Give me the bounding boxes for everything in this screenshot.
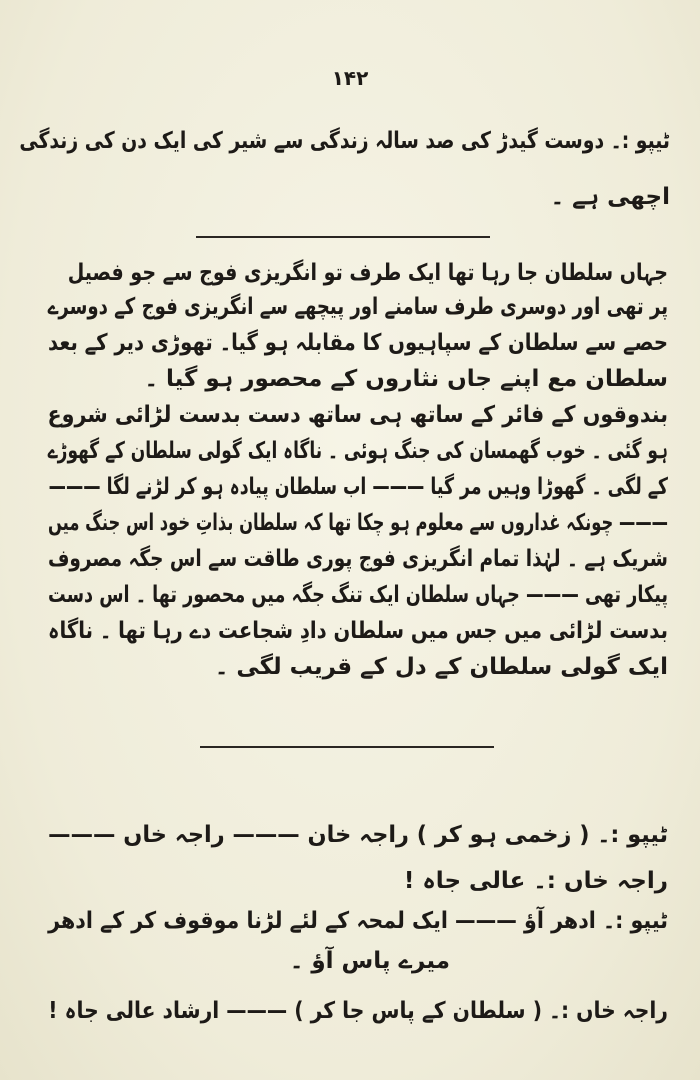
- narration-line: ——— چونکہ غداروں سے معلوم ہو چکا تھا کہ سلطان بذاتِ خود اس جنگ میں: [47, 510, 668, 536]
- narration-line: پیکار تھی ——— جہاں سلطان ایک تنگ جگہ میں محصور تھا ۔ اس دست: [48, 582, 668, 608]
- intro-line: ٹیپو :۔ دوست گیدڑ کی صد سالہ زندگی سے شیر کی ایک دن کی زندگی: [19, 128, 671, 154]
- narration-line: حصے سے سلطان کے سپاہیوں کا مقابلہ ہو گیا۔ تھوڑی دیر کے بعد: [48, 330, 669, 356]
- dialogue-line: میرے پاس آؤ ۔: [289, 948, 450, 974]
- narration-line: ہو گئی ۔ خوب گھمسان کی جنگ ہوئی ۔ ناگاہ ایک گولی سلطان کے گھوڑے: [47, 438, 668, 464]
- narration-line: بندوقوں کے فائر کے ساتھ ہی ساتھ دست بدست لڑائی شروع: [47, 402, 668, 428]
- narration-line: کے لگی ۔ گھوڑا وہیں مر گیا ——— اب سلطان پیادہ ہو کر لڑنے لگا ———: [48, 474, 669, 500]
- dialogue-line: ٹیپو :۔ ادھر آؤ ——— ایک لمحہ کے لئے لڑنا موقوف کر کے ادھر: [48, 908, 668, 934]
- section-divider: [200, 746, 494, 748]
- narration-line: جہاں سلطان جا رہا تھا ایک طرف تو انگریزی فوج سے جو فصیل: [67, 260, 669, 286]
- dialogue-line: راجہ خاں :۔ ( سلطان کے پاس جا کر ) ——— ارشاد عالی جاہ !: [48, 998, 668, 1024]
- dialogue-line: راجہ خاں :۔ عالی جاہ !: [403, 868, 668, 894]
- section-divider: [196, 236, 490, 238]
- narration-line: ایک گولی سلطان کے دل کے قریب لگی ۔: [214, 654, 668, 680]
- dialogue-line: ٹیپو :۔ ( زخمی ہو کر ) راجہ خان ——— راجہ خاں ———: [48, 822, 669, 848]
- narration-line: سلطان مع اپنے جاں نثاروں کے محصور ہو گیا ۔: [144, 366, 668, 392]
- narration-line: پر تھی اور دوسری طرف سامنے اور پیچھے سے انگریزی فوج کے دوسرے: [47, 294, 669, 320]
- narration-line: بدست لڑائی میں جس میں سلطان دادِ شجاعت دے رہا تھا ۔ ناگاہ: [48, 618, 668, 644]
- page-number: ۱۴۲: [331, 66, 369, 90]
- narration-line: شریک ہے ۔ لہٰذا تمام انگریزی فوج پوری طاقت سے اس جگہ مصروف: [47, 546, 668, 572]
- intro-line: اچھی ہے ۔: [550, 184, 670, 210]
